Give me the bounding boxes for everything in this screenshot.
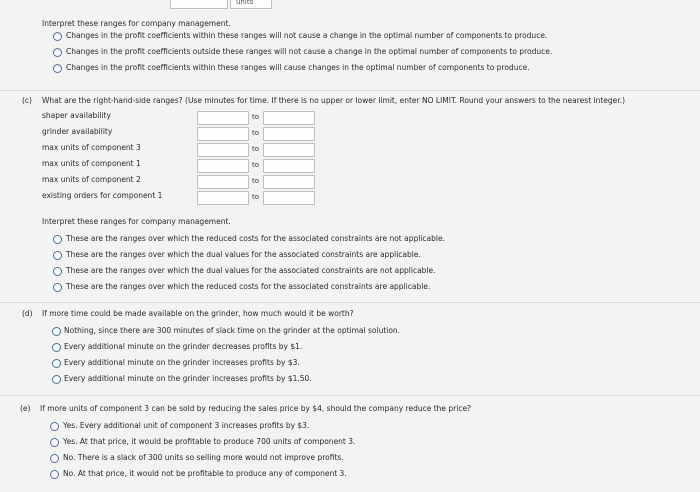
top-input-left[interactable] [170,0,228,9]
d-option-1-text: Nothing, since there are 300 minutes of slack time on the grinder at the optimal solution. [64,326,401,335]
e-option-2-radio[interactable] [50,438,59,447]
e-option-3-text: No. There is a slack of 300 units so selling more would not improve profits. [63,453,344,462]
row-label-max-c1: max units of component 1 [42,159,141,168]
c-option-1-radio[interactable] [53,235,62,244]
top-option-1-radio[interactable] [53,32,62,41]
part-e-label: (e) [20,404,31,413]
e-option-4-text: No. At that price, it would not be profitable to produce any of component 3. [63,469,347,478]
grinder-lower-input[interactable] [197,127,249,141]
e-option-2-text: Yes. At that price, it would be profitable to produce 700 units of component 3. [63,437,356,446]
c-option-4-text: These are the ranges over which the reduced costs for the associated constraints are applicable. [66,282,431,291]
shaper-lower-input[interactable] [197,111,249,125]
top-interpret-label: Interpret these ranges for company management. [42,19,231,28]
d-option-4-text: Every additional minute on the grinder increases profits by $1.50. [64,374,312,383]
max-c1-lower-input[interactable] [197,159,249,173]
to-label: to [252,161,260,169]
shaper-upper-input[interactable] [263,111,315,125]
part-e-question: If more units of component 3 can be sold by reducing the sales price by $4, should the company reduce the price? [40,404,472,413]
c-option-2-text: These are the ranges over which the dual values for the associated constraints are applicable. [66,250,421,259]
max-c3-upper-input[interactable] [263,143,315,157]
d-option-3-text: Every additional minute on the grinder increases profits by $3. [64,358,300,367]
max-c1-upper-input[interactable] [263,159,315,173]
to-label: to [252,177,260,185]
c-option-3-radio[interactable] [53,267,62,276]
top-option-3-text: Changes in the profit coefficients within these ranges will cause changes in the optimal number of components to produce. [66,63,530,72]
c-option-3-text: These are the ranges over which the dual values for the associated constraints are not applicable. [66,266,436,275]
e-option-1-text: Yes. Every additional unit of component 3 increases profits by $3. [63,421,310,430]
to-label: to [252,129,260,137]
e-option-1-radio[interactable] [50,422,59,431]
to-label: to [252,113,260,121]
row-label-orders-c1: existing orders for component 1 [42,191,163,200]
part-d-question: If more time could be made available on the grinder, how much would it be worth? [42,309,354,318]
divider [0,395,700,396]
part-c-question: What are the right-hand-side ranges? (Use minutes for time. If there is no upper or lower limit, enter NO LIMIT. Round your answers to the nearest integer.) [42,96,625,105]
top-option-3-radio[interactable] [53,64,62,73]
to-label: to [252,145,260,153]
grinder-upper-input[interactable] [263,127,315,141]
to-label: to [252,193,260,201]
orders-c1-upper-input[interactable] [263,191,315,205]
e-option-4-radio[interactable] [50,470,59,479]
top-option-2-radio[interactable] [53,48,62,57]
d-option-3-radio[interactable] [52,359,61,368]
max-c3-lower-input[interactable] [197,143,249,157]
row-label-max-c3: max units of component 3 [42,143,141,152]
d-option-4-radio[interactable] [52,375,61,384]
orders-c1-lower-input[interactable] [197,191,249,205]
row-label-shaper: shaper availability [42,111,111,120]
top-option-1-text: Changes in the profit coefficients within these ranges will not cause a change in the optimal number of components to produce. [66,31,548,40]
d-option-2-radio[interactable] [52,343,61,352]
c-option-1-text: These are the ranges over which the reduced costs for the associated constraints are not applicable. [66,234,445,243]
d-option-1-radio[interactable] [52,327,61,336]
row-label-grinder: grinder availability [42,127,113,136]
max-c2-upper-input[interactable] [263,175,315,189]
c-option-4-radio[interactable] [53,283,62,292]
row-label-max-c2: max units of component 2 [42,175,141,184]
part-d-label: (d) [22,309,33,318]
max-c2-lower-input[interactable] [197,175,249,189]
top-option-2-text: Changes in the profit coefficients outside these ranges will not cause a change in the optimal number of components to produce. [66,47,553,56]
divider [0,302,700,303]
c-option-2-radio[interactable] [53,251,62,260]
units-label: units [236,0,254,6]
c-interpret-label: Interpret these ranges for company management. [42,217,231,226]
divider [0,90,700,91]
e-option-3-radio[interactable] [50,454,59,463]
d-option-2-text: Every additional minute on the grinder decreases profits by $1. [64,342,303,351]
part-c-label: (c) [22,96,32,105]
